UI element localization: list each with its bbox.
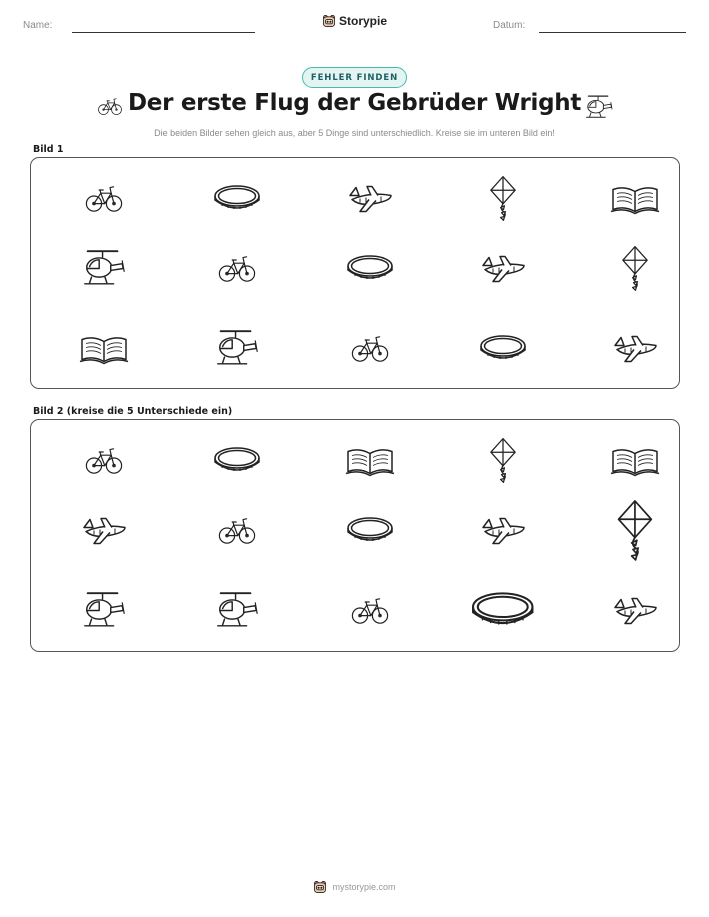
picture1-label: Bild 1	[33, 144, 64, 155]
bicycle-icon	[346, 328, 394, 368]
brand-logo	[322, 14, 387, 28]
picture2-label: Bild 2 (kreise die 5 Unterschiede ein)	[33, 406, 233, 417]
bicycle-icon[interactable]	[346, 590, 394, 630]
coin-icon[interactable]	[469, 588, 537, 631]
name-label: Name:	[23, 20, 53, 31]
airplane-icon[interactable]	[610, 592, 660, 628]
picture1-panel	[30, 157, 680, 389]
footer-url[interactable]: mystorypie.com	[332, 882, 396, 892]
bicycle-icon[interactable]	[80, 440, 128, 480]
bicycle-icon	[213, 248, 261, 288]
helicopter-icon[interactable]	[213, 588, 261, 632]
airplane-icon	[478, 250, 528, 286]
airplane-icon	[345, 180, 395, 216]
book-icon[interactable]	[610, 442, 660, 478]
brand-name: Storypie	[339, 14, 388, 28]
coin-icon[interactable]	[212, 444, 262, 476]
bicycle-icon[interactable]	[213, 510, 261, 550]
kite-icon	[618, 243, 652, 293]
kite-icon	[486, 173, 520, 223]
date-label: Datum:	[493, 20, 526, 31]
airplane-icon[interactable]	[478, 512, 528, 548]
book-icon	[79, 330, 129, 366]
instructions: Die beiden Bilder sehen gleich aus, aber 5 Dinge sind unterschiedlich. Kreise sie im unteren Bild ein!	[154, 128, 555, 138]
airplane-icon[interactable]	[79, 512, 129, 548]
coin-icon	[345, 252, 395, 284]
storypie-logo-icon	[313, 880, 327, 894]
name-field-line[interactable]	[72, 32, 255, 33]
helicopter-icon	[213, 326, 261, 370]
helicopter-icon	[583, 93, 615, 121]
date-field-line[interactable]	[539, 32, 686, 33]
helicopter-icon[interactable]	[80, 588, 128, 632]
book-icon[interactable]	[345, 442, 395, 478]
coin-icon[interactable]	[345, 514, 395, 546]
book-icon	[610, 180, 660, 216]
kite-icon[interactable]	[612, 496, 658, 564]
bicycle-icon	[80, 178, 128, 218]
page-title: Der erste Flug der Gebrüder Wright	[127, 90, 582, 116]
picture2-panel[interactable]	[30, 419, 680, 652]
coin-icon	[212, 182, 262, 214]
airplane-icon	[610, 330, 660, 366]
category-badge: FEHLER FINDEN	[302, 67, 407, 88]
helicopter-icon	[80, 246, 128, 290]
footer	[0, 880, 709, 894]
coin-icon	[478, 332, 528, 364]
kite-icon[interactable]	[486, 435, 520, 485]
storypie-logo-icon	[322, 14, 336, 28]
